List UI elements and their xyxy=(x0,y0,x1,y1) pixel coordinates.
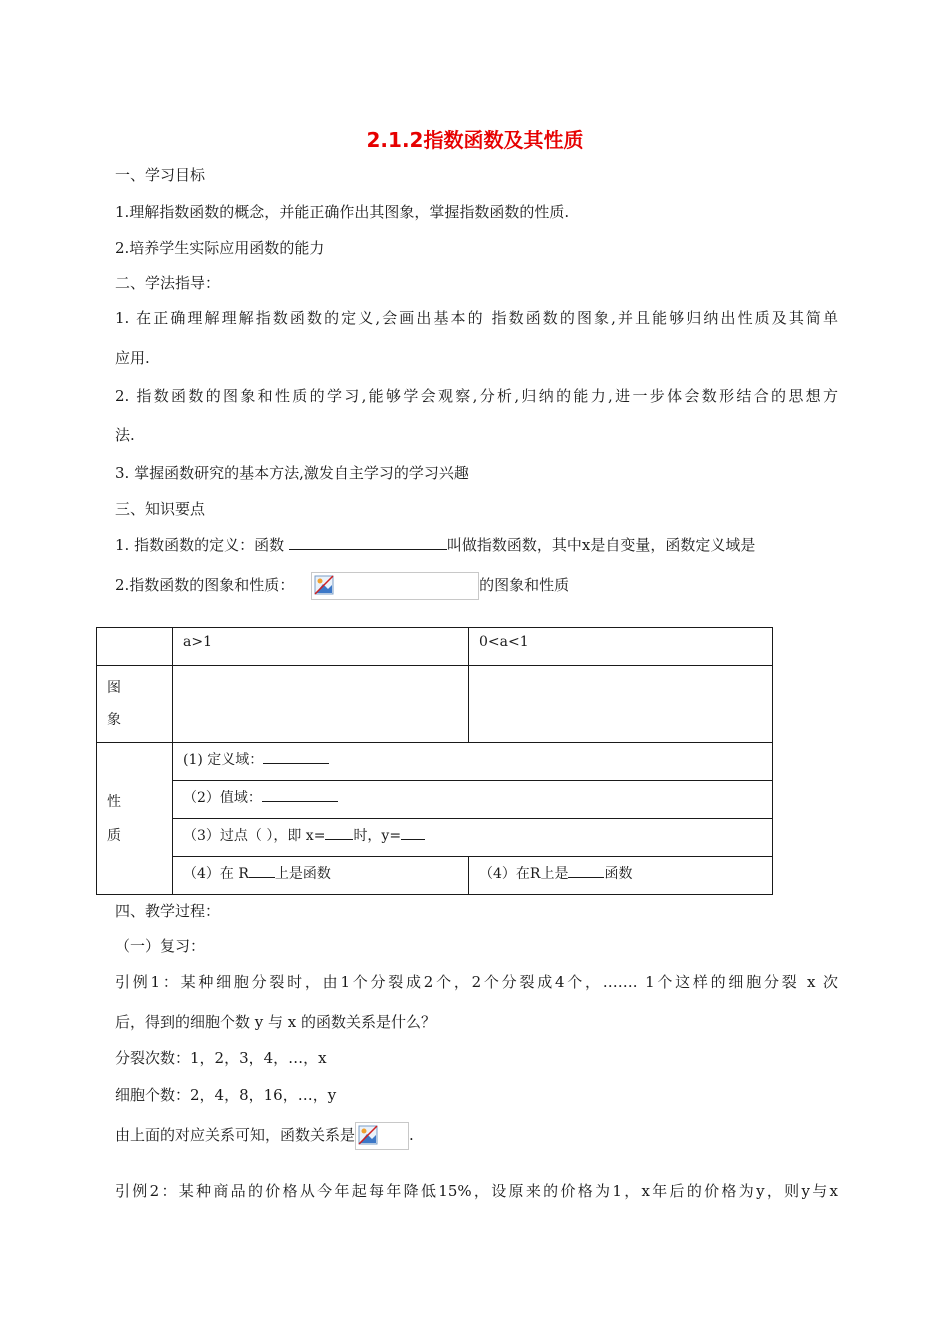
definition-blank[interactable] xyxy=(289,535,447,550)
header-a-lt-1: 0<a<1 xyxy=(469,628,773,666)
header-a-gt-1: a>1 xyxy=(173,628,469,666)
graph-cell-a-lt-1 xyxy=(469,666,773,743)
monotonic-a-gt-1: （4）在 R 上是函数 xyxy=(173,857,469,895)
section-1-heading: 一、学习目标 xyxy=(115,166,206,184)
table-corner-cell xyxy=(97,628,173,666)
x-blank[interactable] xyxy=(325,825,353,840)
monotonic-a-lt-1: （4）在R上是 函数 xyxy=(469,857,773,895)
broken-image-icon xyxy=(314,575,334,595)
relation-image-placeholder xyxy=(355,1122,409,1150)
method-item-1-line-2: 应用. xyxy=(115,349,150,367)
property-row-label: 性 质 xyxy=(97,743,173,895)
page-title: 2.1.2指数函数及其性质 xyxy=(366,128,584,152)
goal-item-1: 1.理解指数函数的概念，并能正确作出其图象，掌握指数函数的性质. xyxy=(115,203,570,221)
relation-text: 由上面的对应关系可知，函数关系是 xyxy=(115,1126,356,1144)
domain-row: (1) 定义域： xyxy=(173,743,773,781)
y-blank[interactable] xyxy=(401,825,425,840)
graph-property-prefix: 2.指数函数的图象和性质： xyxy=(115,576,295,594)
review-heading: （一）复习： xyxy=(115,937,206,955)
domain-blank[interactable] xyxy=(263,749,329,764)
graph-property-line xyxy=(115,572,569,600)
cell-count-line: 细胞个数：2，4，8，16，…，y xyxy=(115,1086,337,1104)
property-table xyxy=(96,627,773,895)
definition-prefix: 1. 指数函数的定义：函数 xyxy=(115,536,289,554)
definition-suffix: 叫做指数函数，其中x是自变量，函数定义域是 xyxy=(446,536,756,554)
mono-left-blank[interactable] xyxy=(249,863,275,878)
split-count-line: 分裂次数：1，2，3，4，…，x xyxy=(115,1049,327,1067)
section-2-heading: 二、学法指导： xyxy=(115,274,221,292)
section-4-heading: 四、教学过程： xyxy=(115,902,221,920)
range-blank[interactable] xyxy=(262,787,338,802)
method-item-1-line-1: 1. 在正确理解理解指数函数的定义,会画出基本的 指数函数的图象,并且能够归纳出性质及其简单 xyxy=(115,309,838,327)
graph-cell-a-gt-1 xyxy=(173,666,469,743)
graph-property-suffix: 的图象和性质 xyxy=(479,576,570,594)
example-1-line-1: 引例1：某种细胞分裂时，由1个分裂成2个，2个分裂成4个，……. 1个这样的细胞分裂 x 次 xyxy=(115,973,838,991)
formula-image-placeholder xyxy=(311,572,479,600)
section-3-heading: 三、知识要点 xyxy=(115,500,206,518)
goal-item-2: 2.培养学生实际应用函数的能力 xyxy=(115,239,325,257)
method-item-2-line-1: 2. 指数函数的图象和性质的学习,能够学会观察,分析,归纳的能力,进一步体会数形结合的思想方 xyxy=(115,387,838,405)
graph-row-label: 图 象 xyxy=(97,666,173,743)
example-2-line-1: 引例2：某种商品的价格从今年起每年降低15%，设原来的价格为1，x年后的价格为y，则y与x xyxy=(115,1182,838,1200)
relation-line xyxy=(115,1122,414,1150)
definition-line xyxy=(115,534,755,555)
relation-end: . xyxy=(409,1126,414,1144)
broken-image-icon xyxy=(358,1125,378,1145)
example-1-line-2: 后，得到的细胞个数 y 与 x 的函数关系是什么？ xyxy=(115,1013,437,1031)
method-item-2-line-2: 法. xyxy=(115,426,135,444)
method-item-3: 3. 掌握函数研究的基本方法,激发自主学习的学习兴趣 xyxy=(115,464,469,482)
range-row: （2）值域： xyxy=(173,781,773,819)
fixed-point-row: （3）过点（ ），即 x= 时，y= xyxy=(173,819,773,857)
mono-right-blank[interactable] xyxy=(568,863,604,878)
